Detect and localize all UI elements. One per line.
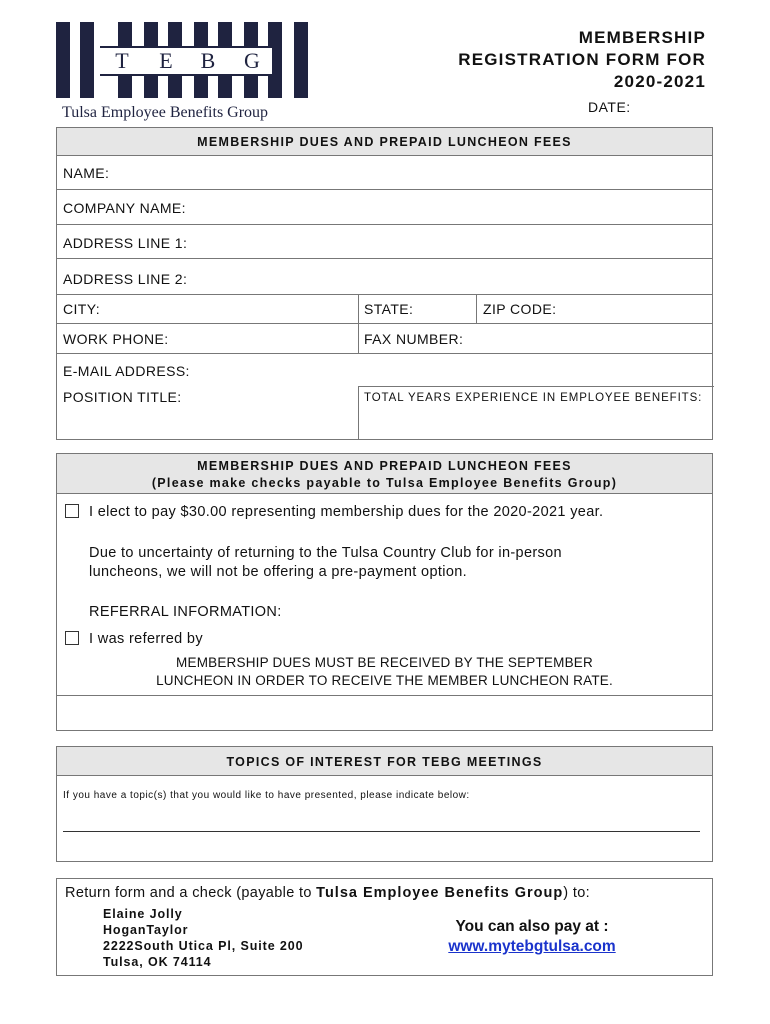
address1-label: ADDRESS LINE 1: — [63, 235, 188, 251]
dues-section — [56, 453, 713, 731]
referred-checkbox[interactable] — [65, 631, 79, 645]
experience-label[interactable]: TOTAL YEARS EXPERIENCE IN EMPLOYEE BENEFITS: — [364, 392, 703, 404]
position-label[interactable]: POSITION TITLE: — [63, 389, 182, 405]
logo-org-name: Tulsa Employee Benefits Group — [62, 104, 269, 121]
deadline-line-2: LUNCHEON IN ORDER TO RECEIVE THE MEMBER LUNCHEON RATE. — [156, 673, 613, 688]
dues-blank-row[interactable] — [57, 695, 712, 732]
website-link[interactable]: www.mytebgtulsa.com — [448, 938, 616, 955]
title-line-2: REGISTRATION FORM FOR — [458, 50, 706, 69]
member-info-header: MEMBERSHIP DUES AND PREPAID LUNCHEON FEES — [57, 128, 712, 156]
logo-letter-t: T — [115, 48, 129, 73]
state-label[interactable]: STATE: — [364, 301, 414, 317]
fax-label[interactable]: FAX NUMBER: — [364, 331, 464, 347]
referral-heading: REFERRAL INFORMATION: — [89, 604, 282, 620]
elect-checkbox[interactable] — [65, 504, 79, 518]
topics-write-line[interactable] — [63, 831, 700, 832]
elect-label: I elect to pay $30.00 representing membership dues for the 2020-2021 year. — [89, 504, 604, 520]
title-line-1: MEMBERSHIP — [578, 28, 706, 47]
pay-online-box — [417, 917, 647, 957]
address-line-2: HoganTaylor — [103, 923, 189, 937]
zip-label[interactable]: ZIP CODE: — [483, 301, 557, 317]
work-phone-label[interactable]: WORK PHONE: — [63, 331, 169, 347]
position-row — [57, 386, 712, 440]
dues-header-line-2: (Please make checks payable to Tulsa Employee Benefits Group) — [151, 476, 618, 490]
name-label: NAME: — [63, 165, 110, 181]
address1-row[interactable] — [57, 224, 712, 259]
address2-row[interactable] — [57, 258, 712, 295]
address-line-1: Elaine Jolly — [103, 907, 183, 921]
member-info-table — [56, 127, 713, 440]
dues-header-line-1: MEMBERSHIP DUES AND PREPAID LUNCHEON FEES — [197, 459, 572, 473]
logo-letter-b: B — [200, 48, 216, 73]
return-payee: Tulsa Employee Benefits Group — [316, 885, 564, 901]
logo-letter-e: E — [159, 48, 173, 73]
deadline-line-1: MEMBERSHIP DUES MUST BE RECEIVED BY THE SEPTEMBER — [176, 655, 593, 670]
phone-row — [57, 323, 712, 354]
pay-online-label: You can also pay at : — [455, 918, 609, 935]
address2-label: ADDRESS LINE 2: — [63, 271, 188, 287]
city-state-zip-row — [57, 294, 712, 324]
logo-letter-g: G — [244, 48, 260, 73]
return-suffix: ) to: — [563, 885, 590, 901]
mailing-address — [103, 906, 303, 970]
return-prefix: Return form and a check (payable to — [65, 885, 317, 901]
company-label: COMPANY NAME: — [63, 200, 186, 216]
name-row[interactable] — [57, 156, 712, 189]
email-label: E-MAIL ADDRESS: — [63, 363, 190, 379]
email-row[interactable] — [57, 353, 712, 387]
topics-section — [56, 746, 713, 862]
company-row[interactable] — [57, 189, 712, 225]
tebg-logo — [56, 22, 308, 125]
topics-header: TOPICS OF INTEREST FOR TEBG MEETINGS — [57, 747, 712, 776]
address-line-3: 2222South Utica Pl, Suite 200 — [103, 939, 304, 953]
title-line-3: 2020-2021 — [613, 72, 706, 91]
return-section — [56, 878, 713, 976]
referred-label: I was referred by — [89, 631, 203, 647]
form-title — [458, 27, 706, 93]
notice-line-1: Due to uncertainty of returning to the Tulsa Country Club for in-person — [89, 545, 562, 561]
return-instruction — [65, 885, 590, 901]
address-line-4: Tulsa, OK 74114 — [103, 955, 212, 969]
dues-header — [57, 454, 712, 494]
topics-instruction: If you have a topic(s) that you would like to have presented, please indicate below: — [63, 790, 470, 801]
date-field[interactable]: DATE: — [588, 99, 631, 115]
notice-line-2: luncheons, we will not be offering a pre-payment option. — [89, 564, 468, 580]
city-label[interactable]: CITY: — [63, 301, 101, 317]
